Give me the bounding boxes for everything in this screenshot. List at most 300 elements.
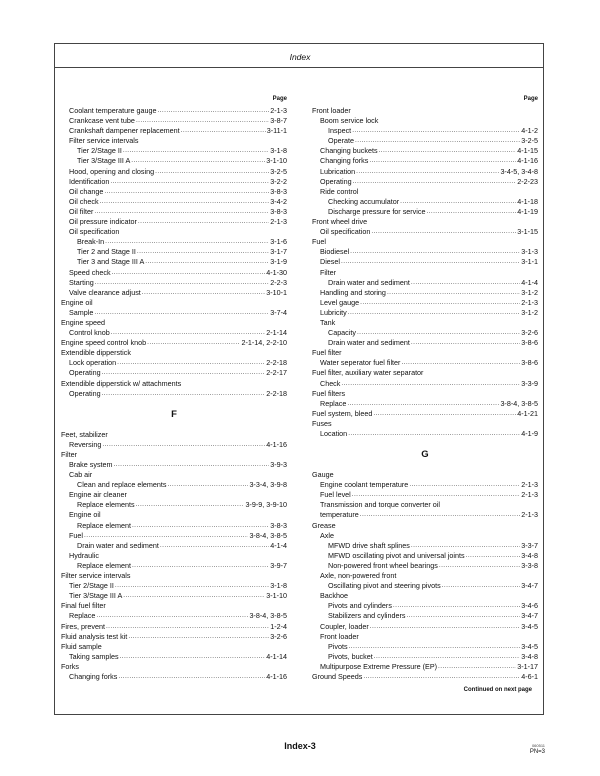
index-entry-page[interactable]: 3-9-3 — [270, 460, 287, 469]
index-entry-page[interactable]: 2-1-14, 2-2-10 — [241, 338, 287, 348]
index-entry-page[interactable]: 3-4-7 — [521, 581, 538, 591]
dot-leader — [370, 622, 520, 632]
index-entry — [312, 490, 538, 500]
index-entry-page[interactable]: 2-1-3 — [521, 490, 538, 500]
index-entry-text: Identification — [69, 176, 110, 186]
index-entry — [312, 146, 538, 156]
index-entry-page[interactable]: 3-2-2 — [270, 176, 287, 186]
index-entry — [61, 561, 287, 571]
dot-leader — [409, 480, 520, 490]
section-letter: G — [421, 449, 429, 461]
dot-leader — [168, 480, 249, 490]
index-entry-text: Transmission and torque converter oil — [320, 500, 440, 510]
index-entry — [312, 197, 538, 207]
dot-leader — [348, 308, 520, 318]
index-entry-page[interactable]: 3-4-7 — [521, 611, 538, 621]
index-entry-text: Tier 3/Stage III A — [77, 156, 131, 166]
index-entry-page[interactable]: 4-1-19 — [517, 206, 538, 216]
index-entry — [312, 500, 538, 510]
index-entries-left — [61, 106, 287, 682]
index-entry-page[interactable]: 3-9-7 — [270, 560, 287, 570]
dot-leader — [95, 278, 269, 288]
index-entry-page[interactable]: 2-2-17 — [266, 368, 287, 378]
index-entry-text: Diesel — [320, 257, 340, 267]
index-entry-text: Multipurpose Extreme Pressure (EP) — [320, 661, 438, 671]
index-entry-text: Front loader — [320, 631, 359, 641]
index-entry — [312, 571, 538, 581]
index-entry — [61, 167, 287, 177]
index-entry-page[interactable]: 3-8-3 — [270, 186, 287, 196]
index-entry-page[interactable]: 3-1-6 — [270, 237, 287, 247]
dot-leader — [411, 338, 520, 348]
index-entry — [61, 368, 287, 378]
index-entry-text: Starting — [69, 277, 94, 287]
index-entry — [312, 298, 538, 308]
index-entry-text: Replace element — [77, 520, 131, 530]
dot-leader — [341, 379, 520, 389]
index-entry-page[interactable]: 3-10-1 — [266, 287, 287, 297]
index-entry — [61, 541, 287, 551]
index-entry — [312, 278, 538, 288]
index-entry — [61, 510, 287, 520]
index-entry-text: Operating — [69, 368, 101, 378]
index-entry-page[interactable]: 3-1-10 — [266, 591, 287, 601]
index-entry-page[interactable]: 3-2-5 — [270, 166, 287, 176]
index-entry-text: Oil specification — [69, 227, 120, 237]
index-entry-text: Axle — [320, 530, 334, 540]
dot-leader — [136, 500, 245, 510]
index-entry-page[interactable]: 3-1-3 — [521, 247, 538, 257]
index-entry-text: MFWD drive shaft splines — [328, 540, 410, 550]
index-entry-page[interactable]: 3-1-10 — [266, 156, 287, 166]
index-entry-page[interactable]: 3-1-1 — [521, 257, 538, 267]
index-entry-text: Changing buckets — [320, 146, 378, 156]
index-entry-page[interactable]: 3-1-7 — [270, 247, 287, 257]
index-entry-page[interactable]: 4-1-15 — [517, 146, 538, 156]
index-entry — [61, 591, 287, 601]
index-entry-page[interactable]: 3-2-6 — [270, 631, 287, 641]
dot-leader — [132, 561, 269, 571]
index-entry-text: Front loader — [312, 106, 351, 115]
index-entry-page[interactable]: 2-2-18 — [266, 388, 287, 398]
index-entry — [61, 571, 287, 581]
index-entry — [61, 227, 287, 237]
index-entry — [312, 531, 538, 541]
dot-leader — [111, 328, 265, 338]
index-entry-page[interactable]: 4-1-16 — [266, 671, 287, 681]
index-entry-page[interactable]: 2-2-3 — [270, 277, 287, 287]
footer-pn: PN=3 — [529, 749, 545, 755]
index-entry — [312, 419, 538, 429]
index-entry — [312, 237, 538, 247]
dot-leader — [94, 308, 269, 318]
index-entry — [312, 288, 538, 298]
index-entry — [312, 106, 538, 116]
index-entry-text: Stabilizers and cylinders — [328, 611, 406, 621]
index-entry-page[interactable]: 4-1-18 — [517, 196, 538, 206]
index-entry-page[interactable]: 4-1-21 — [517, 408, 538, 418]
dot-leader — [371, 227, 516, 237]
index-entry-text: Operating — [69, 388, 101, 398]
index-entry-text: Water seperator fuel filter — [320, 358, 401, 368]
index-entry — [61, 268, 287, 278]
index-entry — [61, 237, 287, 247]
index-entry — [61, 177, 287, 187]
index-entry-page[interactable]: 4-1-14 — [266, 651, 287, 661]
index-entry-text: Fuel level — [320, 490, 351, 500]
index-entry-text: Oil check — [69, 196, 99, 206]
index-entry-page[interactable]: 4-1-30 — [266, 267, 287, 277]
index-entry-page[interactable]: 3-1-17 — [517, 661, 538, 671]
index-entry-text: Gauge — [312, 470, 334, 480]
dot-leader — [352, 126, 520, 136]
index-entry — [312, 187, 538, 197]
index-entry-page[interactable]: 4-1-16 — [266, 439, 287, 449]
index-entry-page[interactable]: 3-4-8 — [521, 651, 538, 661]
index-entry-text: Fuel filter, auxiliary water separator — [312, 368, 424, 378]
index-entry — [61, 257, 287, 267]
index-entry — [312, 308, 538, 318]
index-entry — [61, 126, 287, 136]
index-entry-text: Taking samples — [69, 651, 119, 661]
index-entry — [61, 197, 287, 207]
dot-leader — [118, 672, 265, 682]
index-entry-text: Feet, stabilizer — [61, 429, 108, 439]
dot-leader — [106, 622, 269, 632]
index-entry-page[interactable]: 2-1-3 — [521, 480, 538, 490]
index-entry-text: temperature — [320, 510, 359, 520]
index-entry-page[interactable]: 4-1-4 — [521, 277, 538, 287]
index-entry-page[interactable]: 1-2-4 — [270, 621, 287, 631]
index-column-left — [61, 94, 287, 682]
index-entry — [61, 278, 287, 288]
index-entry-page[interactable]: 2-1-14 — [266, 328, 287, 338]
index-entry — [312, 409, 538, 419]
index-entry-text: Fires, prevent — [61, 621, 105, 631]
index-entry — [61, 328, 287, 338]
dot-leader — [84, 531, 248, 541]
index-entry-text: Filter service intervals — [61, 571, 131, 581]
index-entry — [61, 207, 287, 217]
index-entry — [312, 389, 538, 399]
index-entry-page[interactable]: 3-1-8 — [270, 581, 287, 591]
dot-leader — [347, 399, 499, 409]
index-entry — [61, 379, 287, 389]
index-entry — [61, 106, 287, 116]
dot-leader — [155, 167, 269, 177]
section-letter: F — [171, 408, 177, 420]
index-entry-text: Forks — [61, 661, 79, 671]
index-entry-page[interactable]: 3-4-5 — [521, 621, 538, 631]
index-entry-text: Hydraulic — [69, 550, 99, 560]
index-entry-page[interactable]: 3-8-4, 3-8-5 — [249, 530, 287, 540]
index-entry-page[interactable]: 3-1-9 — [270, 257, 287, 267]
index-entry-text: Oil filter — [69, 206, 94, 216]
index-entry-text: Backhoe — [320, 591, 348, 601]
index-entry — [61, 611, 287, 621]
index-entry — [61, 581, 287, 591]
dot-leader — [438, 662, 516, 672]
index-entry-text: Tier 2/Stage II — [69, 581, 114, 591]
dot-leader — [102, 389, 266, 399]
index-entry — [312, 348, 538, 358]
index-entry-text: Capacity — [328, 328, 356, 338]
index-entry — [312, 368, 538, 378]
index-entry — [312, 632, 538, 642]
index-entry-text: Extendible dipperstick w/ attachments — [61, 378, 182, 388]
footer-page-number: Index-3 — [284, 741, 316, 751]
index-entry — [312, 662, 538, 672]
index-entry-page[interactable]: 3-4-8 — [521, 550, 538, 560]
index-entry-text: Operate — [328, 136, 354, 146]
dot-leader — [363, 672, 520, 682]
index-entry — [312, 622, 538, 632]
index-entry-page[interactable]: 3-1-8 — [270, 146, 287, 156]
index-entry-page[interactable]: 3-4-6 — [521, 601, 538, 611]
index-entry-page[interactable]: 3-1-2 — [521, 287, 538, 297]
index-entry-page[interactable]: 4-6-1 — [521, 671, 538, 681]
dot-leader — [142, 288, 265, 298]
dot-leader — [138, 217, 269, 227]
dot-leader — [181, 126, 266, 136]
index-entry-text: Sample — [69, 307, 94, 317]
index-entry-page[interactable]: 3-9-9, 3-9-10 — [245, 500, 287, 510]
index-entry — [61, 440, 287, 450]
continued-note: Continued on next page — [463, 687, 532, 693]
index-entry — [61, 490, 287, 500]
dot-leader — [411, 278, 520, 288]
index-entry — [312, 480, 538, 490]
index-entry-page[interactable]: 3-2-5 — [521, 136, 538, 146]
index-entry — [312, 217, 538, 227]
dot-leader — [158, 106, 270, 116]
index-entry — [312, 379, 538, 389]
index-entry-text: Engine air cleaner — [69, 490, 127, 500]
dot-leader — [401, 358, 520, 368]
index-entry-text: Drain water and sediment — [328, 277, 410, 287]
dot-leader — [102, 440, 265, 450]
index-entry-page[interactable]: 2-2-23 — [517, 176, 538, 186]
index-entry — [312, 358, 538, 368]
index-entry-page[interactable]: 3-8-3 — [270, 520, 287, 530]
index-entry-page[interactable]: 3-1-15 — [517, 227, 538, 237]
index-entry-text: Tank — [320, 317, 336, 327]
index-entry-page[interactable]: 2-1-3 — [270, 217, 287, 227]
index-entry — [312, 247, 538, 257]
index-entry-text: Grease — [312, 520, 336, 530]
dot-leader — [411, 541, 520, 551]
index-entry — [61, 460, 287, 470]
index-entry — [312, 167, 538, 177]
index-entry-page[interactable]: 3-4-5, 3-4-8 — [500, 166, 538, 176]
index-entry — [312, 601, 538, 611]
index-entry — [312, 268, 538, 278]
footer-code: 060511 — [531, 743, 545, 748]
dot-leader — [387, 288, 520, 298]
index-entry-page[interactable]: 3-2-6 — [521, 328, 538, 338]
index-entry — [61, 136, 287, 146]
dot-leader — [360, 298, 520, 308]
index-entry-text: Extendible dipperstick — [61, 348, 131, 358]
index-entry-text: Fuel — [312, 237, 326, 247]
index-entry-page[interactable]: 4-1-2 — [521, 126, 538, 136]
index-entry — [61, 632, 287, 642]
index-entry-page[interactable]: 3-8-3 — [270, 206, 287, 216]
dot-leader — [123, 591, 265, 601]
index-entry-text: Engine oil — [61, 297, 93, 307]
index-entry-page[interactable]: 3-8-4, 3-8-5 — [249, 611, 287, 621]
index-entry-text: Discharge pressure for service — [328, 206, 426, 216]
index-entry-text: Engine speed — [61, 317, 105, 327]
index-entry-text: Crankcase vent tube — [69, 116, 135, 126]
index-entry-page[interactable]: 2-2-18 — [266, 358, 287, 368]
index-entry-text: Tier 2 and Stage II — [77, 247, 136, 257]
index-entry — [61, 217, 287, 227]
index-entry-text: Final fuel filter — [61, 601, 106, 611]
index-entry-text: Inspect — [328, 126, 352, 136]
index-entry — [61, 652, 287, 662]
index-entry-page[interactable]: 3-8-6 — [521, 358, 538, 368]
index-entry-text: Fuel filters — [312, 388, 346, 398]
index-entry-page[interactable]: 3-7-4 — [270, 307, 287, 317]
index-entry-page[interactable]: 3-8-4, 3-8-5 — [500, 398, 538, 408]
index-entry — [312, 510, 538, 520]
dot-leader — [355, 136, 520, 146]
index-entry-page[interactable]: 2-1-3 — [521, 510, 538, 520]
index-entry — [312, 318, 538, 328]
index-entry — [312, 672, 538, 682]
dot-leader — [466, 551, 521, 561]
dot-leader — [442, 581, 521, 591]
index-entry-page[interactable]: 3-3-7 — [521, 540, 538, 550]
index-entry-page[interactable]: 4-1-9 — [521, 429, 538, 438]
index-column-right — [312, 94, 538, 682]
index-entry — [61, 470, 287, 480]
index-entry-page[interactable]: 3-3-8 — [521, 560, 538, 570]
index-entry-text: Fuel system, bleed — [312, 408, 373, 418]
index-entry-text: Engine oil — [69, 510, 101, 520]
dot-leader — [400, 197, 516, 207]
dot-leader — [102, 368, 266, 378]
index-entry — [312, 207, 538, 217]
dot-leader — [356, 167, 499, 177]
index-entry-text: Front wheel drive — [312, 217, 368, 227]
index-entry-text: Coupler, loader — [320, 621, 369, 631]
index-entry-text: Non-powered front wheel bearings — [328, 560, 438, 570]
index-entry — [61, 430, 287, 440]
index-entry — [61, 298, 287, 308]
index-entry — [312, 257, 538, 267]
dot-leader — [147, 338, 240, 348]
index-entry-text: Changing forks — [69, 671, 118, 681]
dot-leader — [341, 257, 520, 267]
index-entry — [312, 591, 538, 601]
index-entry-page[interactable]: 4-1-16 — [517, 156, 538, 166]
index-entry — [61, 672, 287, 682]
dot-leader — [117, 358, 265, 368]
header-divider — [54, 67, 544, 68]
dot-leader — [353, 177, 517, 187]
index-entry-page[interactable]: 2-1-3 — [521, 297, 538, 307]
index-entry-page[interactable]: 3-4-2 — [270, 196, 287, 206]
dot-leader — [110, 177, 269, 187]
index-entry — [61, 247, 287, 257]
index-entry — [61, 116, 287, 126]
index-entry — [312, 561, 538, 571]
dot-leader — [128, 632, 269, 642]
index-entry — [312, 470, 538, 480]
index-entry-text: Check — [320, 378, 341, 388]
index-entry-text: Valve clearance adjust — [69, 287, 141, 297]
index-entry-page[interactable]: 2-1-3 — [270, 106, 287, 115]
index-entry-text: Fuel filter — [312, 348, 342, 358]
dot-leader — [379, 146, 517, 156]
index-entry-page[interactable]: 3-4-5 — [521, 641, 538, 651]
index-entry — [61, 318, 287, 328]
index-entry-page[interactable]: 4-1-4 — [270, 540, 287, 550]
dot-leader — [160, 541, 269, 551]
index-entry — [61, 156, 287, 166]
index-entry-page[interactable]: 3-3-9 — [521, 378, 538, 388]
index-entry — [61, 288, 287, 298]
index-entry — [312, 338, 538, 348]
dot-leader — [120, 652, 266, 662]
dot-leader — [145, 257, 269, 267]
index-entry-text: Replace element — [77, 560, 131, 570]
index-entry-text: Clean and replace elements — [77, 480, 167, 490]
dot-leader — [123, 146, 269, 156]
index-entry-text: Filter service intervals — [69, 136, 139, 146]
index-entry-text: Biodiesel — [320, 247, 350, 257]
index-entry-text: Ground Speeds — [312, 671, 363, 681]
dot-leader — [407, 611, 521, 621]
index-entry — [312, 136, 538, 146]
dot-leader — [131, 156, 265, 166]
index-entry-text: Reversing — [69, 439, 102, 449]
index-entry-text: Speed check — [69, 267, 111, 277]
index-entry — [312, 521, 538, 531]
index-entry-text: Lubrication — [320, 166, 356, 176]
index-entry — [312, 541, 538, 551]
index-entry-text: Fuses — [312, 418, 332, 428]
index-entry-page[interactable]: 3-8-7 — [270, 116, 287, 126]
index-entry-text: Engine speed control knob — [61, 338, 147, 348]
index-entry — [312, 611, 538, 621]
dot-leader — [352, 490, 520, 500]
index-entry — [61, 187, 287, 197]
index-entry-text: MFWD oscillating pivot and universal joints — [328, 550, 465, 560]
index-entry-text: Fluid analysis test kit — [61, 631, 128, 641]
dot-leader — [137, 247, 269, 257]
index-entry — [61, 622, 287, 632]
index-entry-page[interactable]: 3-11-1 — [266, 126, 287, 136]
index-entry — [312, 126, 538, 136]
index-entry — [61, 338, 287, 348]
index-entry-page[interactable]: 3-1-2 — [521, 307, 538, 317]
index-entry — [61, 450, 287, 460]
dot-leader — [349, 642, 521, 652]
dot-leader — [112, 268, 266, 278]
index-entry-page[interactable]: 3-3-4, 3-9-8 — [249, 480, 287, 490]
index-entry-page[interactable]: 3-8-6 — [521, 338, 538, 348]
index-entry-text: Operating — [320, 176, 352, 186]
index-entry-text: Filter — [61, 449, 77, 459]
index-entry-text: Coolant temperature gauge — [69, 106, 157, 115]
index-entry — [61, 348, 287, 358]
dot-leader — [100, 197, 270, 207]
index-entry-text: Oil change — [69, 186, 104, 196]
index-entry — [312, 177, 538, 187]
